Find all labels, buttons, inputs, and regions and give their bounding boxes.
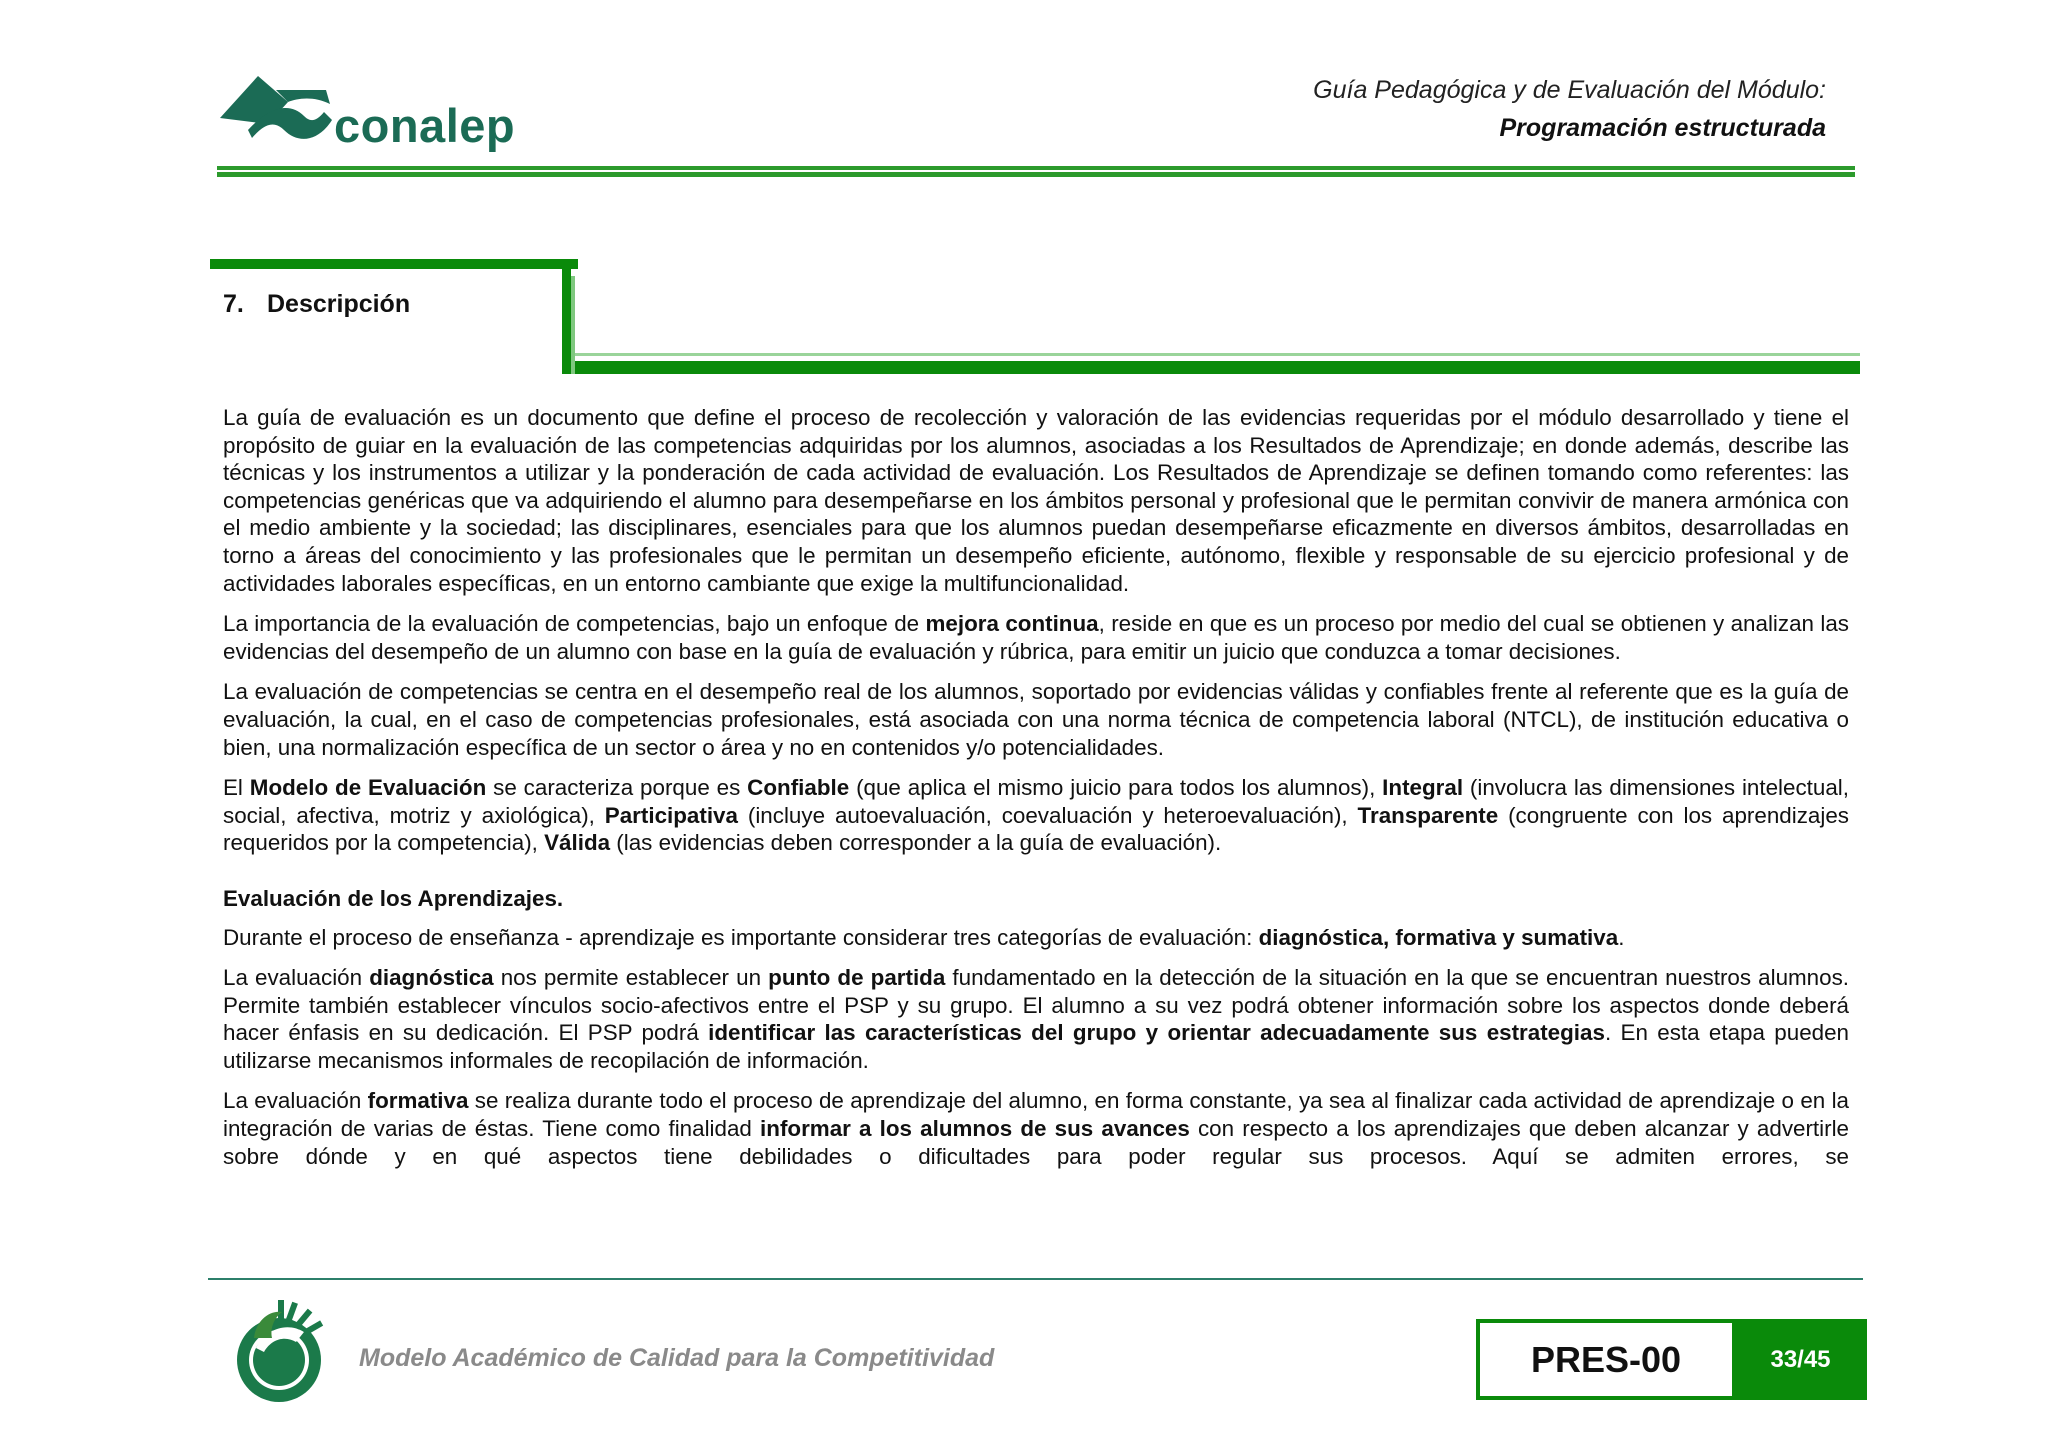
footer-model-text: Modelo Académico de Calidad para la Competitividad — [359, 1344, 995, 1372]
section-heading — [223, 290, 410, 319]
section-frame-bottom — [575, 361, 1860, 374]
paragraph-competency-evaluation: La evaluación de competencias se centra en el desempeño real de los alumnos, soportado por evidencias válidas y confiables frente al referente que es la guía de evaluación, la cual, en el caso de competencias profesionales, está asociada con una norma técnica de competencia laboral (NTCL), de institución educativa o bien, una normalización específica de un sector o área y no en contenidos y/o potencialidades. — [223, 679, 1849, 760]
paragraph-evaluation-categories: Durante el proceso de enseñanza - aprendizaje es importante considerar tres categorías de evaluación: diagnóstica, formativa y sumativa. — [223, 924, 1625, 950]
header-rule-thick — [217, 172, 1855, 177]
header-rule-thin — [217, 166, 1855, 170]
section-title: Descripción — [267, 290, 411, 318]
emphasis-mejora-continua: mejora continua — [925, 611, 1099, 637]
document-body — [223, 404, 1849, 1183]
section-frame-vertical — [562, 269, 571, 374]
paragraph-evaluation-model: El Modelo de Evaluación se caracteriza porque es Confiable (que aplica el mismo juicio para todos los alumnos), Integral (involucra las dimensiones intelectual, social, afectiva, motriz y axiológica), Participativa (incluye autoevaluación, coevaluación y heteroevaluación), Transparente (congruente con los aprendizajes requeridos por la competencia), Válida (las evidencias deben corresponder a la guía de evaluación). — [223, 775, 1849, 856]
paragraph-diagnostic: La evaluación diagnóstica nos permite establecer un punto de partida fundamentado en la detección de la situación en la que se encuentran nuestros alumnos. Permite también establecer vínculos socio-afectivos entre el PSP y su grupo. El alumno a su vez podrá obtener información sobre los aspectos donde deberá hacer énfasis en su dedicación. El PSP podrá identificar las características del grupo y orientar adecuadamente sus estrategias. En esta etapa pueden utilizarse mecanismos informales de recopilación de información. — [223, 965, 1850, 1073]
paragraph-importance: La importancia de la evaluación de competencias, bajo un enfoque de mejora continua, reside en que es un proceso por medio del cual se obtienen y analizan las evidencias del desempeño de un alumno con base en la guía de evaluación y rúbrica, para emitir un juicio que conduzca a tomar decisiones. — [223, 611, 1850, 664]
logo-wordmark: conalep — [334, 99, 516, 152]
section-number: 7. — [223, 290, 244, 318]
footer-rule — [208, 1278, 1863, 1280]
paragraph-formative: La evaluación formativa se realiza durante todo el proceso de aprendizaje del alumno, en forma constante, ya sea al finalizar cada actividad de aprendizaje o en la integración de varias de éstas. Tiene como finalidad informar a los alumnos de sus avances con respecto a los aprendizajes que deben alcanzar y advertirle sobre dónde y en qué aspectos tiene debilidades o dificultades para poder regular sus procesos. Aquí se admiten errores, se — [223, 1088, 1850, 1169]
section-frame-vertical-light — [571, 276, 575, 374]
document-code: PRES-00 — [1476, 1319, 1736, 1400]
subheading-learning-evaluation: Evaluación de los Aprendizajes. — [223, 885, 564, 911]
header-title: Programación estructurada — [1499, 114, 1826, 142]
section-frame-top — [210, 259, 578, 269]
header-subtitle: Guía Pedagógica y de Evaluación del Módulo: — [1313, 76, 1826, 104]
section-frame-bottom-light — [575, 353, 1860, 356]
page-number: 33/45 — [1734, 1319, 1867, 1400]
paragraph-guide-definition: La guía de evaluación es un documento que define el proceso de recolección y valoración de las evidencias requeridas por el módulo desarrollado y tiene el propósito de guiar en la evaluación de las competencias adquiridas por los alumnos, asociadas a los Resultados de Aprendizaje; en donde además, describe las técnicas y los instrumentos a utilizar y la ponderación de cada actividad de evaluación. Los Resultados de Aprendizaje se definen tomando como referentes: las competencias genéricas que va adquiriendo el alumno para desempeñarse en los ámbitos personal y profesional que le permitan convivir de manera armónica con el medio ambiente y la sociedad; las disciplinares, esenciales para que los alumnos puedan desempeñarse eficazmente en diversos ámbitos, desarrolladas en torno a áreas del conocimiento y las profesionales que le permitan un desempeño eficiente, autónomo, flexible y responsable de su ejercicio profesional y de actividades laborales específicas, en un entorno cambiante que exige la multifuncionalidad. — [223, 405, 1849, 596]
academic-model-seal-icon — [226, 1298, 332, 1404]
